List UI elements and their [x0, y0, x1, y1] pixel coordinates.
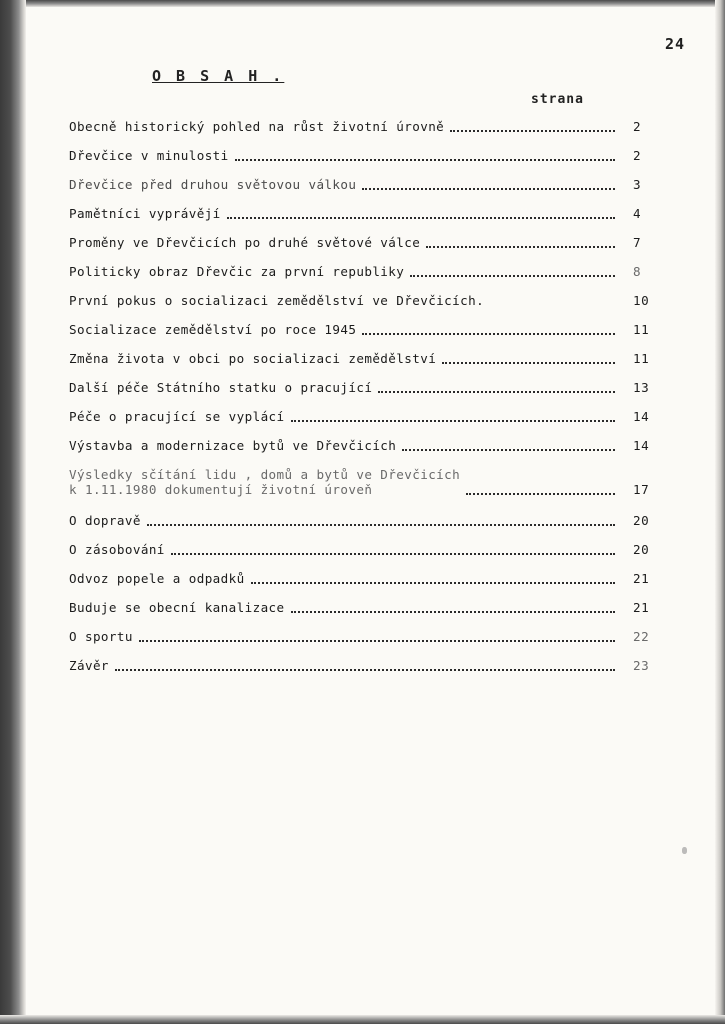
- toc-entry: [69, 177, 679, 192]
- toc-leader-dots: [362, 179, 615, 190]
- toc-entry-label: Buduje se obecní kanalizace: [69, 600, 285, 615]
- toc-leader-dots: [147, 515, 615, 526]
- toc-entry: [69, 467, 679, 497]
- toc-entry: [69, 513, 679, 528]
- toc-leader-dots: [291, 602, 615, 613]
- scan-edge-right: [715, 0, 725, 1024]
- toc-entry: [69, 658, 679, 673]
- toc-entry-label: Pamětníci vyprávějí: [69, 206, 221, 221]
- table-of-contents: [69, 119, 679, 687]
- toc-entry-page: 21: [633, 571, 650, 586]
- toc-leader-dots: [402, 440, 615, 451]
- toc-leader-dots: [442, 353, 615, 364]
- toc-entry: [69, 206, 679, 221]
- toc-entry-label-group: [69, 467, 460, 497]
- toc-leader-dots: [410, 266, 615, 277]
- toc-entry-label: Politicky obraz Dřevčic za první republiky: [69, 264, 405, 279]
- toc-entry-page: 22: [633, 629, 650, 644]
- toc-entry-label: První pokus o socializaci zemědělství ve Dřevčicích.: [69, 293, 485, 308]
- toc-entry-page: 2: [633, 148, 642, 163]
- toc-entry: [69, 380, 679, 395]
- toc-entry: [69, 235, 679, 250]
- column-header-page: strana: [531, 92, 584, 107]
- toc-leader-dots: [450, 121, 615, 132]
- toc-entry: [69, 542, 679, 557]
- toc-entry: [69, 293, 679, 308]
- toc-entry: [69, 629, 679, 644]
- toc-entry-page: 21: [633, 600, 650, 615]
- toc-leader-dots: [171, 544, 615, 555]
- toc-entry-label: Péče o pracující se vyplácí: [69, 409, 285, 424]
- toc-entry-label: Obecně historický pohled na růst životní úrovně: [69, 119, 445, 134]
- toc-entry-page: 23: [633, 658, 650, 673]
- toc-entry-label: Výstavba a modernizace bytů ve Dřevčicích: [69, 438, 397, 453]
- toc-entry-page: 14: [633, 409, 650, 424]
- toc-entry: [69, 119, 679, 134]
- toc-entry-page: 8: [633, 264, 642, 279]
- toc-entry: [69, 264, 679, 279]
- scan-edge-top: [0, 0, 725, 7]
- scan-edge-left: [0, 0, 26, 1024]
- toc-leader-dots: [227, 208, 615, 219]
- toc-entry-page: 2: [633, 119, 642, 134]
- toc-entry-label: O dopravě: [69, 513, 141, 528]
- toc-entry: [69, 351, 679, 366]
- toc-entry-label: Dřevčice před druhou světovou válkou: [69, 177, 357, 192]
- toc-entry-page: 17: [633, 482, 650, 497]
- toc-entry-page: 4: [633, 206, 642, 221]
- toc-leader-dots: [291, 411, 615, 422]
- toc-entry-label: Další péče Státního statku o pracující: [69, 380, 373, 395]
- toc-leader-dots: [235, 150, 615, 161]
- toc-leader-dots: [426, 237, 615, 248]
- toc-leader-dots: [490, 297, 615, 306]
- toc-entry-label: Závěr: [69, 658, 109, 673]
- toc-entry: [69, 438, 679, 453]
- toc-entry-page: 3: [633, 177, 642, 192]
- page-number: 24: [664, 35, 685, 53]
- paper-surface: [26, 7, 715, 1015]
- toc-entry-page: 20: [633, 542, 650, 557]
- document-sheet: [26, 7, 715, 1015]
- toc-leader-dots: [466, 484, 615, 495]
- toc-entry-page: 11: [633, 351, 650, 366]
- toc-entry-label: Proměny ve Dřevčicích po druhé světové válce: [69, 235, 421, 250]
- toc-entry: [69, 322, 679, 337]
- toc-leader-dots: [115, 660, 615, 671]
- toc-leader-dots: [251, 573, 615, 584]
- scan-edge-bottom: [0, 1015, 725, 1024]
- toc-entry-page: 7: [633, 235, 642, 250]
- page-title: O B S A H .: [152, 67, 285, 85]
- toc-entry-label: O zásobování: [69, 542, 165, 557]
- toc-entry: [69, 148, 679, 163]
- toc-entry-label: Odvoz popele a odpadků: [69, 571, 245, 586]
- toc-entry: [69, 571, 679, 586]
- toc-entry-label: Výsledky sčítání lidu , domů a bytů ve Dřevčicích: [69, 467, 461, 482]
- toc-entry-page: 11: [633, 322, 650, 337]
- toc-entry-page: 10: [633, 293, 650, 308]
- toc-entry-label: Dřevčice v minulosti: [69, 148, 229, 163]
- toc-entry-label: O sportu: [69, 629, 133, 644]
- toc-leader-dots: [139, 631, 615, 642]
- toc-entry: [69, 600, 679, 615]
- toc-entry-label: Socializace zemědělství po roce 1945: [69, 322, 357, 337]
- toc-entry-label-continuation: k 1.11.1980 dokumentují životní úroveň: [69, 482, 373, 497]
- toc-entry-page: 14: [633, 438, 650, 453]
- toc-leader-dots: [378, 382, 615, 393]
- toc-leader-dots: [362, 324, 615, 335]
- toc-entry: [69, 409, 679, 424]
- toc-entry-page: 20: [633, 513, 650, 528]
- toc-entry-page: 13: [633, 380, 650, 395]
- toc-entry-label: Změna života v obci po socializaci zemědělství: [69, 351, 437, 366]
- scan-artifact: [682, 847, 687, 854]
